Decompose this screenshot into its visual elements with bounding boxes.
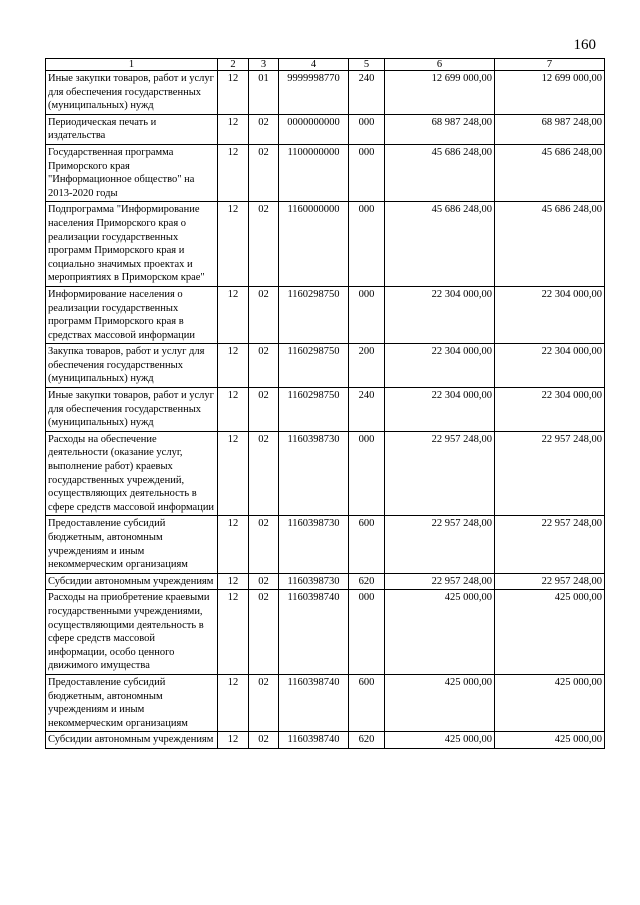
- expense-name-cell: Периодическая печать и издательства: [46, 114, 218, 144]
- subsection-code-cell: 02: [249, 286, 279, 343]
- expense-name-cell: Субсидии автономным учреждениям: [46, 732, 218, 749]
- amount-cell-col6: 22 957 248,00: [385, 431, 495, 516]
- column-header: 6: [385, 59, 495, 71]
- amount-cell-col7: 45 686 248,00: [495, 144, 605, 201]
- amount-cell-col7: 22 304 000,00: [495, 286, 605, 343]
- expense-name-cell: Субсидии автономным учреждениям: [46, 573, 218, 590]
- subsection-code-cell: 02: [249, 573, 279, 590]
- expense-type-cell: 620: [349, 573, 385, 590]
- table-row: [46, 286, 605, 343]
- amount-cell-col7: 68 987 248,00: [495, 114, 605, 144]
- target-article-cell: 0000000000: [279, 114, 349, 144]
- target-article-cell: 1160298750: [279, 286, 349, 343]
- amount-cell-col6: 22 957 248,00: [385, 573, 495, 590]
- expense-name-cell: Закупка товаров, работ и услуг для обеспечения государственных (муниципальных) нужд: [46, 344, 218, 388]
- target-article-cell: 1160298750: [279, 344, 349, 388]
- column-header: 2: [218, 59, 249, 71]
- section-code-cell: 12: [218, 71, 249, 115]
- subsection-code-cell: 02: [249, 114, 279, 144]
- amount-cell-col6: 425 000,00: [385, 732, 495, 749]
- subsection-code-cell: 02: [249, 431, 279, 516]
- amount-cell-col6: 22 304 000,00: [385, 286, 495, 343]
- table-row: [46, 573, 605, 590]
- target-article-cell: 1160298750: [279, 388, 349, 432]
- expense-type-cell: 240: [349, 71, 385, 115]
- expense-type-cell: 000: [349, 286, 385, 343]
- expense-type-cell: 000: [349, 431, 385, 516]
- subsection-code-cell: 02: [249, 344, 279, 388]
- page-number: 160: [573, 37, 596, 53]
- section-code-cell: 12: [218, 431, 249, 516]
- section-code-cell: 12: [218, 344, 249, 388]
- expense-name-cell: Подпрограмма "Информирование населения Приморского края о реализации государственных программ Приморского края и социально значимых проектах и мероприятиях в Приморском крае": [46, 202, 218, 287]
- column-header: 1: [46, 59, 218, 71]
- amount-cell-col6: 22 304 000,00: [385, 388, 495, 432]
- section-code-cell: 12: [218, 202, 249, 287]
- section-code-cell: 12: [218, 674, 249, 731]
- subsection-code-cell: 02: [249, 144, 279, 201]
- amount-cell-col7: 22 957 248,00: [495, 573, 605, 590]
- expense-name-cell: Иные закупки товаров, работ и услуг для обеспечения государственных (муниципальных) нужд: [46, 71, 218, 115]
- table-header-row: [46, 59, 605, 71]
- expense-type-cell: 000: [349, 202, 385, 287]
- amount-cell-col6: 45 686 248,00: [385, 202, 495, 287]
- subsection-code-cell: 01: [249, 71, 279, 115]
- table-row: [46, 590, 605, 675]
- section-code-cell: 12: [218, 144, 249, 201]
- table-row: [46, 202, 605, 287]
- target-article-cell: 1160398740: [279, 590, 349, 675]
- section-code-cell: 12: [218, 573, 249, 590]
- subsection-code-cell: 02: [249, 516, 279, 573]
- amount-cell-col7: 425 000,00: [495, 590, 605, 675]
- section-code-cell: 12: [218, 286, 249, 343]
- subsection-code-cell: 02: [249, 590, 279, 675]
- column-header: 4: [279, 59, 349, 71]
- section-code-cell: 12: [218, 516, 249, 573]
- column-header: 7: [495, 59, 605, 71]
- table-row: [46, 71, 605, 115]
- target-article-cell: 1160398730: [279, 516, 349, 573]
- amount-cell-col7: 12 699 000,00: [495, 71, 605, 115]
- expense-type-cell: 000: [349, 144, 385, 201]
- amount-cell-col6: 68 987 248,00: [385, 114, 495, 144]
- amount-cell-col7: 22 304 000,00: [495, 344, 605, 388]
- budget-table: [45, 58, 605, 749]
- table-row: [46, 674, 605, 731]
- amount-cell-col6: 22 304 000,00: [385, 344, 495, 388]
- table-row: [46, 732, 605, 749]
- target-article-cell: 1160000000: [279, 202, 349, 287]
- amount-cell-col7: 22 957 248,00: [495, 516, 605, 573]
- table-row: [46, 431, 605, 516]
- column-header: 5: [349, 59, 385, 71]
- expense-name-cell: Расходы на приобретение краевыми государственными учреждениями, осуществляющими деятельность в сфере средств массовой информации, особо ценного движимого имущества: [46, 590, 218, 675]
- expense-type-cell: 000: [349, 590, 385, 675]
- subsection-code-cell: 02: [249, 202, 279, 287]
- amount-cell-col6: 45 686 248,00: [385, 144, 495, 201]
- target-article-cell: 1160398740: [279, 674, 349, 731]
- expense-type-cell: 200: [349, 344, 385, 388]
- expense-type-cell: 000: [349, 114, 385, 144]
- subsection-code-cell: 02: [249, 674, 279, 731]
- expense-type-cell: 620: [349, 732, 385, 749]
- table-row: [46, 114, 605, 144]
- expense-name-cell: Предоставление субсидий бюджетным, автономным учреждениям и иным некоммерческим организациям: [46, 516, 218, 573]
- section-code-cell: 12: [218, 590, 249, 675]
- expense-type-cell: 600: [349, 674, 385, 731]
- amount-cell-col6: 425 000,00: [385, 590, 495, 675]
- amount-cell-col6: 22 957 248,00: [385, 516, 495, 573]
- table-row: [46, 388, 605, 432]
- section-code-cell: 12: [218, 732, 249, 749]
- expense-type-cell: 240: [349, 388, 385, 432]
- subsection-code-cell: 02: [249, 388, 279, 432]
- target-article-cell: 1160398730: [279, 431, 349, 516]
- amount-cell-col6: 12 699 000,00: [385, 71, 495, 115]
- table-row: [46, 516, 605, 573]
- expense-name-cell: Иные закупки товаров, работ и услуг для обеспечения государственных (муниципальных) нужд: [46, 388, 218, 432]
- target-article-cell: 9999998770: [279, 71, 349, 115]
- amount-cell-col7: 22 957 248,00: [495, 431, 605, 516]
- table-row: [46, 144, 605, 201]
- section-code-cell: 12: [218, 388, 249, 432]
- amount-cell-col7: 22 304 000,00: [495, 388, 605, 432]
- expense-name-cell: Государственная программа Приморского края "Информационное общество" на 2013-2020 годы: [46, 144, 218, 201]
- column-header: 3: [249, 59, 279, 71]
- amount-cell-col7: 45 686 248,00: [495, 202, 605, 287]
- target-article-cell: 1160398730: [279, 573, 349, 590]
- expense-name-cell: Расходы на обеспечение деятельности (оказание услуг, выполнение работ) краевых государственных учреждений, осуществляющих деятельность в сфере средств массовой информации: [46, 431, 218, 516]
- expense-name-cell: Информирование населения о реализации государственных программ Приморского края в средствах массовой информации: [46, 286, 218, 343]
- amount-cell-col6: 425 000,00: [385, 674, 495, 731]
- amount-cell-col7: 425 000,00: [495, 732, 605, 749]
- expense-type-cell: 600: [349, 516, 385, 573]
- subsection-code-cell: 02: [249, 732, 279, 749]
- expense-name-cell: Предоставление субсидий бюджетным, автономным учреждениям и иным некоммерческим организациям: [46, 674, 218, 731]
- amount-cell-col7: 425 000,00: [495, 674, 605, 731]
- section-code-cell: 12: [218, 114, 249, 144]
- target-article-cell: 1160398740: [279, 732, 349, 749]
- table-row: [46, 344, 605, 388]
- target-article-cell: 1100000000: [279, 144, 349, 201]
